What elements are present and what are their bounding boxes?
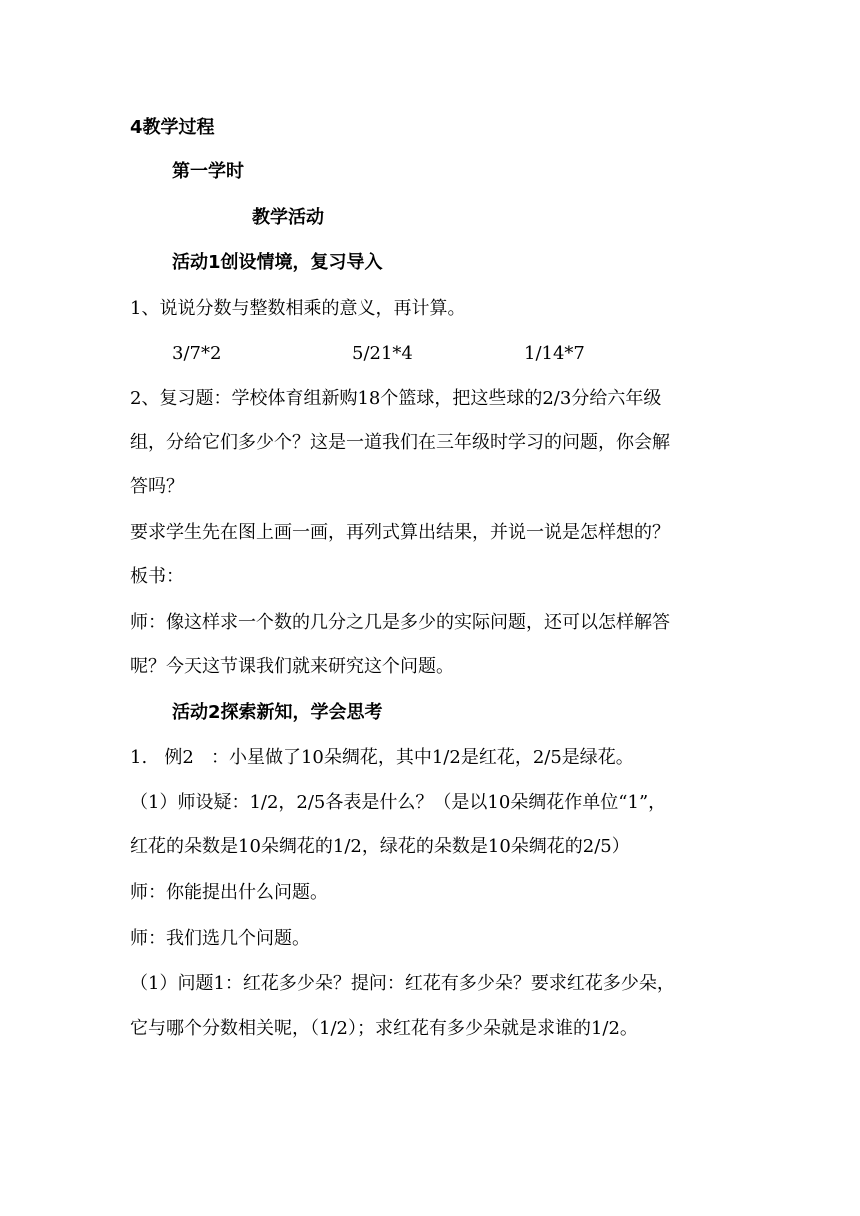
activity2-q1-line1: （1）师设疑：1/2，2/5各表是什么？（是以10朵绸花作单位“1”， xyxy=(130,792,667,813)
activity2-problem1-line1: （1）问题1：红花多少朵？提问：红花有多少朵？要求红花多少朵， xyxy=(130,973,675,994)
activity1-item1: 1、说说分数与整数相乘的意义，再计算。 xyxy=(130,298,466,319)
activity1-title: 活动1创设情境，复习导入 xyxy=(172,252,383,273)
activity2-title: 活动2探索新知，学会思考 xyxy=(172,702,383,723)
board-label: 板书： xyxy=(130,566,184,587)
teacher-line-2: 呢？今天这节课我们就来研究这个问题。 xyxy=(130,656,454,677)
teacher-line-1: 师：像这样求一个数的几分之几是多少的实际问题，还可以怎样解答 xyxy=(130,612,670,633)
activities-heading: 教学活动 xyxy=(252,207,324,228)
activity2-q1-line2: 红花的朵数是10朵绸花的1/2，绿花的朵数是10朵绸花的2/5） xyxy=(130,836,630,857)
activity1-item2-line2: 组，分给它们多少个？这是一道我们在三年级时学习的问题，你会解 xyxy=(130,432,670,453)
activity1-requirement: 要求学生先在图上画一画，再列式算出结果，并说一说是怎样想的？ xyxy=(130,522,670,543)
activity2-problem1-line2: 它与哪个分数相关呢，（1/2）；求红花有多少朵就是求谁的1/2。 xyxy=(130,1018,638,1039)
activity2-teacher-q1: 师：你能提出什么问题。 xyxy=(130,882,328,903)
activity1-item2-line1: 2、复习题：学校体育组新购18个篮球，把这些球的2/3分给六年级 xyxy=(130,388,662,409)
activity1-item2-line3: 答吗？ xyxy=(130,476,184,497)
lesson-title: 第一学时 xyxy=(172,161,244,182)
calc-expression-2: 5/21*4 xyxy=(352,343,413,364)
calc-expression-1: 3/7*2 xyxy=(172,343,222,364)
calc-expression-3: 1/14*7 xyxy=(524,343,585,364)
activity2-example: 1. 例2 ：小星做了10朵绸花，其中1/2是红花，2/5是绿花。 xyxy=(130,747,634,768)
activity2-teacher-q2: 师：我们选几个问题。 xyxy=(130,928,310,949)
section-heading: 4教学过程 xyxy=(130,117,215,138)
